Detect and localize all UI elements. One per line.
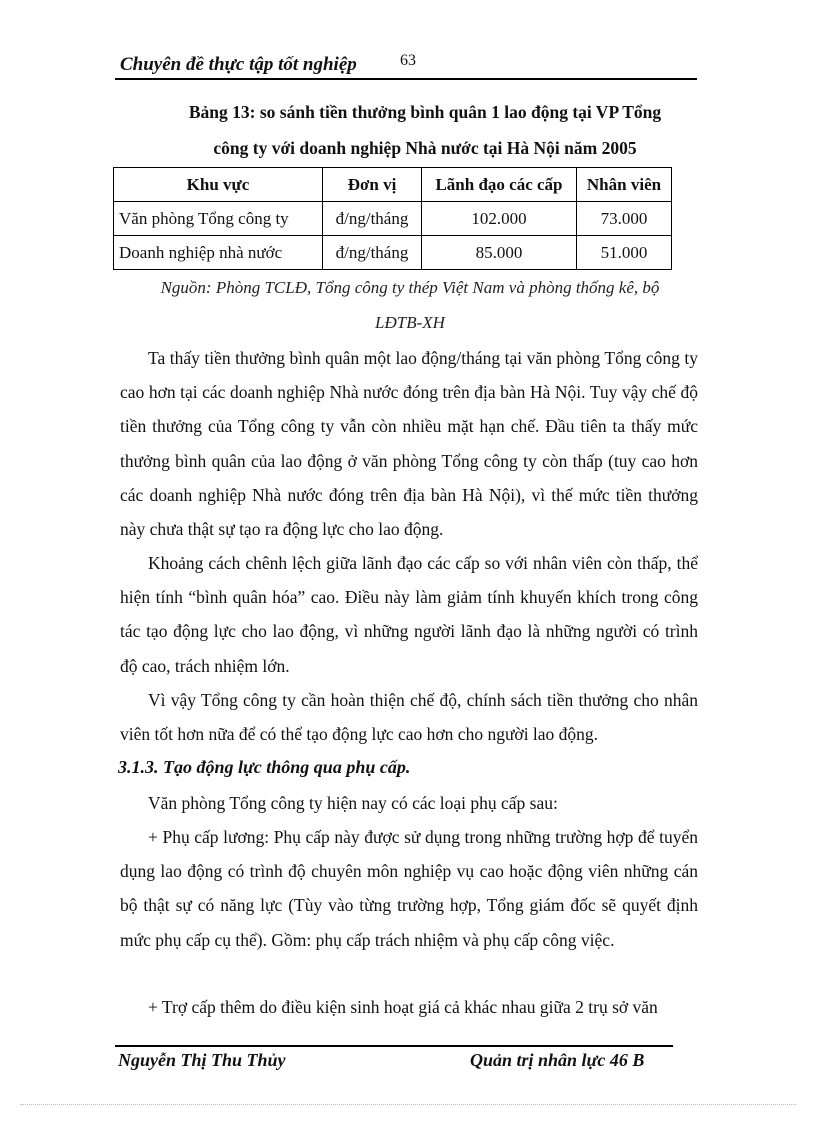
table-cell: 51.000 [577,236,672,270]
page-number: 63 [400,52,416,69]
page-header [115,50,697,80]
footer-class: Quản trị nhân lực 46 B [470,1050,645,1070]
table-row [114,202,672,236]
footer-rule [115,1045,673,1047]
column-header: Khu vực [114,168,323,202]
paragraph-5: + Phụ cấp lương: Phụ cấp này được sử dụng trong những trường hợp để tuyển dụng lao động có trình độ chuyên môn nghiệp vụ cao hoặc động viên những cán bộ thật sự có năng lực (Tùy vào từng trường hợp, Tổng giám đốc sẽ quyết định mức phụ cấp cụ thể). Gồm: phụ cấp trách nhiệm và phụ cấp công việc. [120,827,698,950]
table-cell: đ/ng/tháng [323,202,422,236]
document-title: Chuyên đề thực tập tốt nghiệp [120,54,357,75]
section-heading: 3.1.3. Tạo động lực thông qua phụ cấp. [118,757,411,777]
paragraph-3: Vì vậy Tổng công ty cần hoàn thiện chế độ, chính sách tiền thưởng cho nhân viên tốt hơn nữa để có thể tạo động lực cao hơn cho người lao động. [120,690,698,745]
table-cell: 85.000 [422,236,577,270]
column-header: Nhân viên [577,168,672,202]
column-header: Lãnh đạo các cấp [422,168,577,202]
table-cell: đ/ng/tháng [323,236,422,270]
paragraph-6: + Trợ cấp thêm do điều kiện sinh hoạt giá cả khác nhau giữa 2 trụ sở văn [148,997,658,1017]
table-row [114,236,672,270]
source-note-line-1: Nguồn: Phòng TCLĐ, Tổng công ty thép Việt Nam và phòng thống kê, bộ [160,278,660,297]
source-note-line-2: LĐTB-XH [375,313,445,332]
page-bottom-dotted-line [20,1104,796,1105]
table-cell: Doanh nghiệp nhà nước [114,236,323,270]
table-cell: Văn phòng Tổng công ty [114,202,323,236]
table-header-row [114,168,672,202]
paragraph-2: Khoảng cách chênh lệch giữa lãnh đạo các cấp so với nhân viên còn thấp, thể hiện tính “bình quân hóa” cao. Điều này làm giảm tính khuyến khích trong công tác tạo động lực cho lao động, vì những người lãnh đạo là những người có trình độ cao, trách nhiệm lớn. [120,553,698,676]
paragraph-1: Ta thấy tiền thưởng bình quân một lao động/tháng tại văn phòng Tổng công ty cao hơn tại các doanh nghiệp Nhà nước đóng trên địa bàn Hà Nội. Tuy vậy chế độ tiền thưởng của Tổng công ty vẫn còn nhiều mặt hạn chế. Đầu tiên ta thấy mức thưởng bình quân của lao động ở văn phòng Tổng công ty còn thấp (tuy cao hơn các doanh nghiệp Nhà nước đóng trên địa bàn Hà Nội), vì thế mức tiền thưởng này chưa thật sự tạo ra động lực cho lao động. [120,348,698,540]
footer-author: Nguyễn Thị Thu Thủy [118,1050,286,1070]
table-caption-line-1: Bảng 13: so sánh tiền thưởng bình quân 1 lao động tại VP Tổng [188,102,662,122]
table-cell: 73.000 [577,202,672,236]
table-caption-line-2: công ty với doanh nghiệp Nhà nước tại Hà Nội năm 2005 [213,138,637,158]
paragraph-4: Văn phòng Tổng công ty hiện nay có các loại phụ cấp sau: [148,793,558,813]
column-header: Đơn vị [323,168,422,202]
comparison-table [113,167,672,270]
table-cell: 102.000 [422,202,577,236]
